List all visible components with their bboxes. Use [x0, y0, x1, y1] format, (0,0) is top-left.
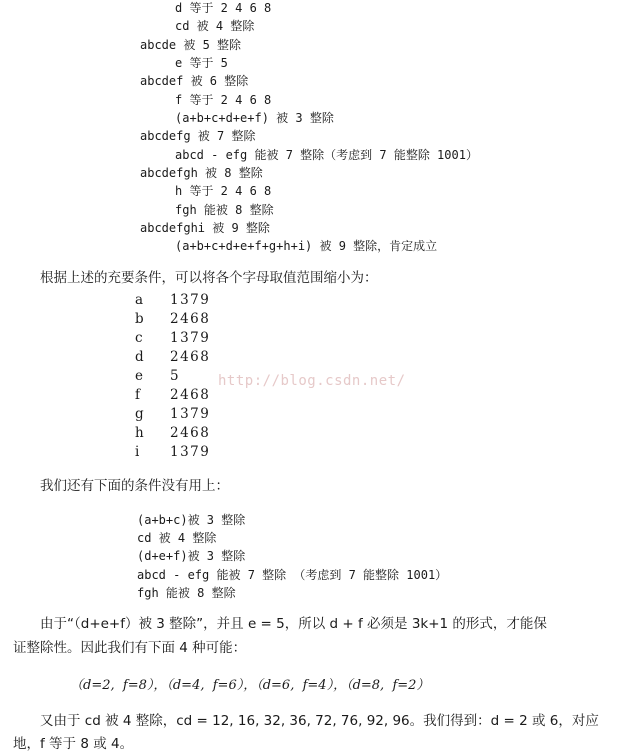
paragraph-line: 地，f 等于 8 或 4。 [13, 736, 134, 752]
possibilities-line: （d=2, f=8），（d=4, f=6），（d=6, f=4），（d=8, f=2） [70, 678, 430, 693]
condition-line: abcdefgh 被 8 整除 [140, 166, 263, 180]
condition-line: e 等于 5 [175, 56, 228, 70]
letter-values: 2468 [170, 311, 211, 327]
condition-line: f 等于 2 4 6 8 [175, 93, 272, 107]
letter-range-row [135, 349, 255, 368]
condition-line: abcdefghi 被 9 整除 [140, 221, 270, 235]
condition-line: cd 被 4 整除 [137, 531, 217, 545]
letter-values: 5 [170, 368, 181, 384]
letter: d [135, 349, 144, 365]
letter: h [135, 425, 144, 441]
condition-line: (a+b+c+d+e+f+g+h+i) 被 9 整除，肯定成立 [175, 239, 438, 253]
watermark: http://blog.csdn.net/ [218, 373, 406, 389]
paragraph-line: 证整除性。因此我们有下面 4 种可能： [13, 640, 247, 656]
letter-values: 2468 [170, 349, 211, 365]
letter-range-row [135, 387, 255, 406]
letter-range-row [135, 292, 255, 311]
condition-line: (a+b+c)被 3 整除 [137, 513, 246, 527]
letter: i [135, 444, 140, 460]
letter-range-row [135, 406, 255, 425]
paragraph-line: 又由于 cd 被 4 整除，cd = 12, 16, 32, 36, 72, 76, 92, 96。我们得到：d = 2 或 6，对应 [40, 713, 599, 729]
letter-values: 1379 [170, 406, 211, 422]
letter-values: 2468 [170, 425, 211, 441]
letter: c [135, 330, 143, 346]
letter-range-row [135, 311, 255, 330]
letter-values: 2468 [170, 387, 211, 403]
letter-range-row [135, 444, 255, 463]
condition-line: abcd - efg 能被 7 整除 （考虑到 7 能整除 1001） [137, 568, 448, 582]
letter-range-row [135, 425, 255, 444]
letter: f [135, 387, 140, 403]
condition-line: d 等于 2 4 6 8 [175, 1, 272, 15]
condition-line: (d+e+f)被 3 整除 [137, 549, 246, 563]
letter-values: 1379 [170, 444, 211, 460]
condition-line: fgh 能被 8 整除 [137, 586, 236, 600]
letter-values: 1379 [170, 330, 211, 346]
unused-intro: 我们还有下面的条件没有用上： [40, 478, 229, 494]
condition-line: abcde 被 5 整除 [140, 38, 242, 52]
condition-line: (a+b+c+d+e+f) 被 3 整除 [175, 111, 334, 125]
condition-line: h 等于 2 4 6 8 [175, 184, 272, 198]
condition-line: abcdefg 被 7 整除 [140, 129, 256, 143]
letter: b [135, 311, 144, 327]
condition-line: fgh 能被 8 整除 [175, 203, 274, 217]
narrow-intro: 根据上述的充要条件，可以将各个字母取值范围缩小为： [40, 270, 378, 286]
condition-line: abcd - efg 能被 7 整除（考虑到 7 能整除 1001） [175, 148, 478, 162]
letter: g [135, 406, 144, 422]
condition-line: abcdef 被 6 整除 [140, 74, 249, 88]
letter-values: 1379 [170, 292, 211, 308]
letter: a [135, 292, 144, 308]
letter: e [135, 368, 143, 384]
letter-range-row [135, 330, 255, 349]
paragraph-line: 由于“（d+e+f）被 3 整除”，并且 e = 5，所以 d + f 必须是 3k+1 的形式，才能保 [40, 616, 547, 632]
condition-line: cd 被 4 整除 [175, 19, 255, 33]
